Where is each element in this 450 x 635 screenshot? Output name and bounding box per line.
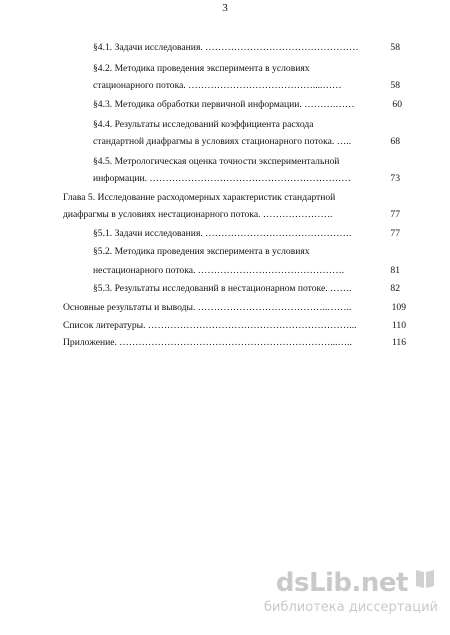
toc-entry-text: стандартной диафрагмы в условиях стационарного потока. ….. xyxy=(93,136,352,147)
toc-entry-text: §4.3. Методика обработки первичной информации. ……….…… xyxy=(93,99,355,110)
toc-entry-text: §4.5. Метрологическая оценка точности экспериментальной xyxy=(93,156,340,167)
toc-entry-page: 68 xyxy=(390,136,400,147)
toc-entry-text: нестационарного потока. ………………………………………. xyxy=(93,265,345,276)
watermark xyxy=(238,560,438,620)
toc-entry-page: 81 xyxy=(390,265,400,276)
toc-entry-text: §4.4. Результаты исследований коэффициента расхода xyxy=(93,119,314,130)
toc-entry-page: 116 xyxy=(391,337,406,348)
toc-entry-text: Глава 5. Исследование расходомерных характеристик стандартной xyxy=(63,192,336,203)
toc-entry-page: 82 xyxy=(390,283,400,294)
toc-entry-text: §5.3. Результаты исследований в нестационарном потоке. ……. xyxy=(93,283,352,294)
toc-entry-page: 73 xyxy=(390,173,400,184)
book-icon xyxy=(412,566,438,592)
watermark-subtitle: библиотека диссертаций xyxy=(264,600,438,615)
toc-entry-text: информации. ……………………………………………………… xyxy=(93,173,351,184)
toc-entry-page: 77 xyxy=(390,209,400,220)
watermark-logo: dsLib.net xyxy=(275,568,408,598)
toc-entry-page: 110 xyxy=(391,320,406,331)
page-number: 3 xyxy=(222,2,228,14)
toc-entry-page: 77 xyxy=(390,228,400,239)
toc-entry-page: 109 xyxy=(391,302,406,313)
toc-entry-text: Список литературы. ………………………………………………………... xyxy=(63,320,357,331)
toc-entry-text: §5.2. Методика проведения эксперимента в условиях xyxy=(93,246,310,257)
toc-entry-page: 60 xyxy=(392,99,402,110)
toc-entry-text: диафрагмы в условиях нестационарного потока. …………………. xyxy=(63,209,333,220)
toc-entry-text: Основные результаты и выводы. …………………………………..…….. xyxy=(63,302,352,313)
toc-entry-text: §5.1. Задачи исследования. ………………………………………. xyxy=(93,228,352,239)
toc-entry-text: §4.2. Методика проведения эксперимента в условиях xyxy=(93,63,310,74)
toc-entry-text: стационарного потока. …………………………………....…… xyxy=(93,80,342,91)
toc-entry-text: Приложение. …………………………………………………………...….. xyxy=(63,337,352,348)
toc-entry-page: 58 xyxy=(390,80,400,91)
toc-entry-text: §4.1. Задачи исследования. ………………………………………… xyxy=(93,42,359,53)
toc-entry-page: 58 xyxy=(390,42,400,53)
